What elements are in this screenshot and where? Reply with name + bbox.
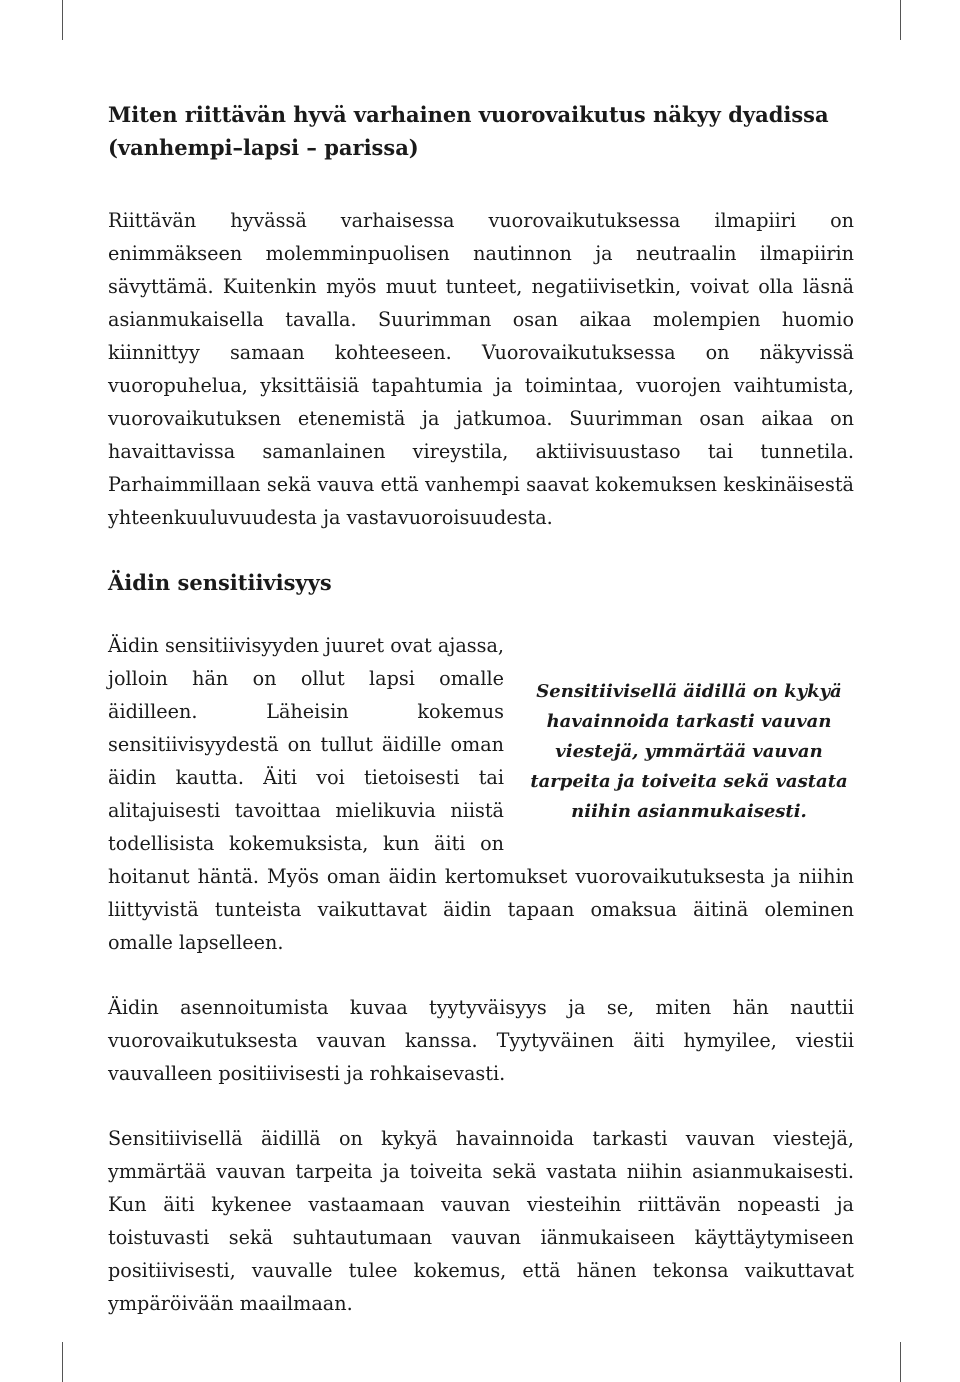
crop-mark-bottom-left [62,1342,63,1382]
paragraph-attitude: Äidin asennoitumista kuvaa tyytyväisyys ja se, miten hän nauttii vuorovaikutuksesta vauvan kanssa. Tyytyväinen äiti hymyilee, viestii vauvalleen positiivisesti ja rohkaisevasti. [108,996,854,1085]
sensitivity-body [108,629,854,1090]
page-body [108,98,854,1320]
section-heading-dyad: Miten riittävän hyvä varhainen vuorovaikutus näkyy dyadissa (vanhempi–lapsi – parissa) [108,102,829,160]
paragraph-sensitivity-roots: Äidin sensitiivisyyden juuret ovat ajassa, jolloin hän on ollut lapsi omalle äidilleen. Läheisin kokemus sensitiivisyydestä on tullut äidille oman äidin kautta. Äiti voi tietoisesti tai alitajuisesti tavoittaa mielikuvia niistä todellisista kokemuksista, kun äiti on hoitanut häntä. Myös oman äidin kertomukset vuorovaikutuksesta ja niihin liittyvistä tunteista vaikuttavat äidin tapaan omaksua äitinä oleminen omalle lapselleen. [108,634,854,954]
crop-mark-top-left [62,0,63,40]
pull-quote: Sensitiivisellä äidillä on kykyä havainnoida tarkasti vauvan viestejä, ymmärtää vauvan tarpeita ja toiveita sekä vastata niihin asianmukaisesti. [530,681,848,822]
paragraph-sensitive-mother: Sensitiivisellä äidillä on kykyä havainnoida tarkasti vauvan viestejä, ymmärtää vauvan tarpeita ja toiveita sekä vastata niihin asianmukaisesti. Kun äiti kykenee vastaamaan vauvan viesteihin riittävän nopeasti ja toistuvasti sekä suhtautumaan vauvan iänmukaiseen käyttäytymiseen positiivisesti, vauvalle tulee kokemus, että hänen tekonsa vaikuttavat ympäröivään maailmaan. [108,1127,854,1315]
section-heading-sensitivity: Äidin sensitiivisyys [108,570,332,595]
paragraph-gap [108,1090,854,1122]
crop-mark-bottom-right [900,1342,901,1382]
crop-mark-top-right [900,0,901,40]
paragraph-gap [108,959,854,991]
paragraph-dyad: Riittävän hyvässä varhaisessa vuorovaikutuksessa ilmapiiri on enimmäkseen molemminpuolisen nautinnon ja neutraalin ilmapiirin sävyttämä. Kuitenkin myös muut tunteet, negatiivisetkin, voivat olla läsnä asianmukaisella tavalla. Suurimman osan aikaa molempien huomio kiinnittyy samaan kohteeseen. Vuorovaikutuksessa on näkyvissä vuoropuhelua, yksittäisiä tapahtumia ja toimintaa, vuorojen vaihtumista, vuorovaikutuksen etenemistä ja jatkumoa. Suurimman osan aikaa on havaittavissa samanlainen vireystila, aktiivisuustaso tai tunnetila. Parhaimmillaan sekä vauva että vanhempi saavat kokemuksen keskinäisestä yhteenkuuluvuudesta ja vastavuoroisuudesta. [108,209,854,529]
